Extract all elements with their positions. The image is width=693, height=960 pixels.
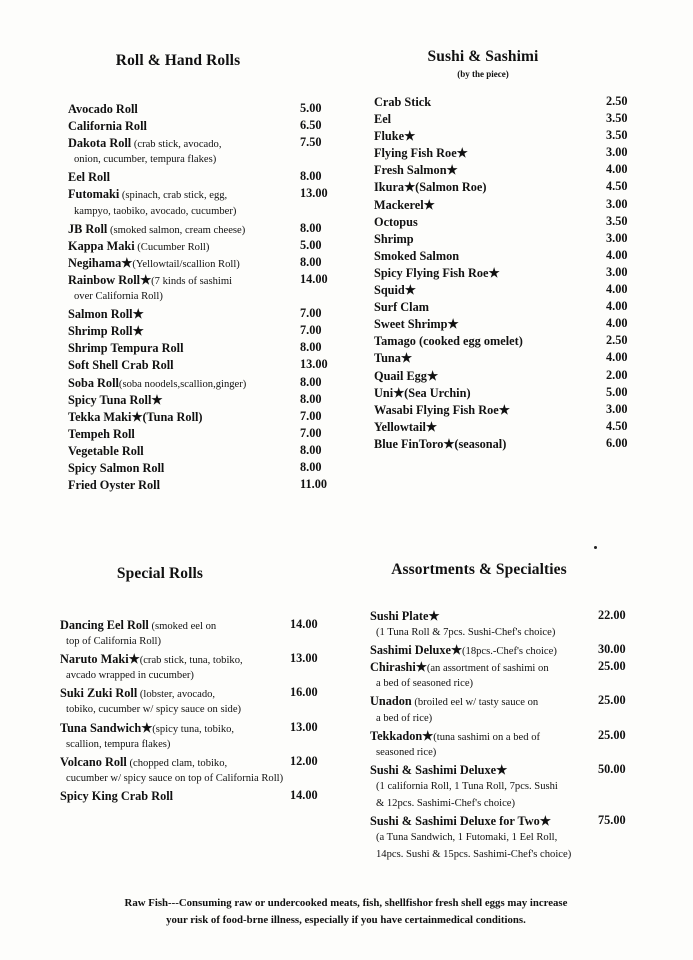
item-line [68,220,330,237]
item-price: 14.00 [290,787,318,802]
item-name: Soba Roll [68,375,119,390]
item-price: 11.00 [300,477,327,492]
item-name: Fried Oyster Roll [68,478,160,493]
item-line [68,374,330,391]
menu-item [370,658,635,692]
item-price: 8.00 [300,340,322,355]
item-price: 13.00 [300,186,328,201]
item-line [68,305,330,322]
item-description: (an assortment of sashimi on [426,663,549,675]
section-subtitle: (by the piece) [457,69,509,79]
item-description-continued: top of California Roll) [66,636,162,648]
section-title: Assortments & Specialties [391,561,567,578]
menu-item [374,315,636,332]
menu-item [374,213,636,230]
item-price: 2.00 [606,367,628,382]
item-line [374,230,636,247]
stray-mark [594,546,597,549]
notice-line: Raw Fish---Consuming raw or undercooked meats, fish, shellfishor fresh shell eggs may increase [124,897,568,909]
menu-items [370,607,635,863]
item-name: Uni★(Sea Urchin) [374,385,471,400]
item-name: Surf Clam [374,300,429,315]
item-line [68,185,330,202]
item-price: 2.50 [606,333,628,348]
item-name: Unadon [370,694,412,709]
item-price: 14.00 [300,271,328,286]
item-price: 25.00 [598,659,626,674]
item-name: Eel Roll [68,170,111,185]
item-price: 6.50 [300,118,322,133]
item-price: 4.50 [606,179,628,194]
item-line [374,144,636,161]
item-name: Spicy Flying Fish Roe★ [374,265,500,280]
item-price: 3.00 [606,401,628,416]
item-line [374,435,636,452]
item-description: (18pcs.-Chef's choice) [462,646,557,658]
item-description: (spinach, crab stick, egg, [119,190,228,202]
notice-line: your risk of food-brne illness, especially if you have certainmedical conditions. [166,914,526,926]
menu-item [68,271,330,305]
item-price: 2.50 [606,94,628,108]
item-description: (crab stick, tuna, tobiko, [139,655,243,667]
item-name: Sushi & Sashimi Deluxe★ [370,762,508,777]
item-price: 30.00 [598,642,626,657]
item-name: Octopus [374,214,418,229]
item-name: Squid★ [374,283,416,298]
item-description-continued: tobiko, cucumber w/ spicy sauce on side) [66,704,242,716]
item-price: 3.50 [606,111,628,126]
item-price: 13.00 [300,357,328,372]
item-line [68,254,330,271]
item-price: 5.00 [300,237,322,252]
item-name: California Roll [68,119,147,134]
menu-item [374,196,636,213]
section-title: Sushi & Sashimi [427,48,539,65]
item-name: Suki Zuki Roll [60,686,138,701]
item-name: Vegetable Roll [68,443,144,458]
item-description-continued: 14pcs. Sushi & 15pcs. Sashimi-Chef's choice) [376,849,572,861]
item-line [68,459,330,476]
item-name: Tekkadon★ [370,728,434,743]
item-price: 8.00 [300,391,322,406]
menu-item [370,761,635,812]
menu-item [374,281,636,298]
item-price: 25.00 [598,693,626,708]
sushi-section [374,48,636,452]
menu-item [68,237,330,254]
item-price: 7.00 [300,323,322,338]
item-name: Crab Stick [374,95,432,109]
item-line [68,134,330,151]
item-name: Quail Egg★ [374,368,438,383]
item-price: 4.00 [606,299,628,314]
item-price: 25.00 [598,727,626,742]
item-price: 4.00 [606,316,628,331]
item-line [370,812,635,829]
item-line [68,425,330,442]
item-name: Negihama★ [68,255,133,270]
item-price: 6.00 [606,435,628,450]
item-line [68,100,330,117]
item-name: Sushi Plate★ [370,609,440,623]
item-price: 8.00 [300,169,322,184]
item-line [60,650,330,667]
item-line [374,384,636,401]
item-description-continued: & 12pcs. Sashimi-Chef's choice) [376,798,516,810]
item-description-continued: scallion, tempura flakes) [66,738,171,750]
item-name: Chirashi★ [370,660,427,675]
item-line [60,753,330,770]
item-line [68,322,330,339]
item-line [374,247,636,264]
menu-item [370,727,635,761]
menu-item [370,812,635,863]
item-line [374,161,636,178]
item-line [374,315,636,332]
item-price: 4.00 [606,282,628,297]
item-price: 3.50 [606,128,628,143]
item-name: Blue FinToro★(seasonal) [374,436,507,451]
menu-item [68,305,330,322]
item-name: Mackerel★ [374,197,435,212]
item-line [370,641,635,658]
item-line [374,418,636,435]
item-price: 8.00 [300,374,322,389]
item-line [68,168,330,185]
menu-item [68,220,330,237]
item-price: 4.00 [606,162,628,177]
menu-item [68,168,330,185]
item-line [374,196,636,213]
item-line [68,442,330,459]
menu-item [60,787,330,804]
item-line [374,110,636,127]
menu-item [374,93,636,110]
menu-item [68,476,330,493]
rolls-section [68,52,330,493]
item-price: 8.00 [300,220,322,235]
item-price: 7.50 [300,135,322,150]
item-name: Tekka Maki★(Tuna Roll) [68,409,203,424]
item-description-continued: (a Tuna Sandwich, 1 Futomaki, 1 Eel Roll, [376,832,558,844]
item-price: 8.00 [300,442,322,457]
menu-item [374,127,636,144]
menu-item [374,401,636,418]
menu-items [374,93,636,452]
item-price: 8.00 [300,459,322,474]
item-line [374,349,636,366]
assortments-section [370,561,635,863]
item-name: Tuna★ [374,351,412,366]
item-description: (smoked salmon, cream cheese) [107,224,246,236]
menu-item [374,110,636,127]
item-name: Futomaki [68,187,120,202]
menu-item [374,144,636,161]
item-description: (7 kinds of sashimi [151,275,233,287]
item-name: Shrimp Tempura Roll [68,341,184,356]
item-price: 22.00 [598,608,626,622]
item-description-continued: (1 california Roll, 1 Tuna Roll, 7pcs. Sushi [376,780,558,792]
item-name: Shrimp Roll★ [68,324,144,339]
menu-item [374,161,636,178]
menu-item [68,374,330,391]
item-description: (spicy tuna, tobiko, [152,723,235,735]
raw-fish-notice [40,895,652,929]
item-name: Dancing Eel Roll [60,618,149,632]
menu-item [68,100,330,117]
item-line [374,127,636,144]
item-description-continued: a bed of seasoned rice) [376,678,474,690]
special-section [60,565,330,804]
menu-item [374,264,636,281]
menu-items [68,100,330,493]
item-name: Sashimi Deluxe★ [370,643,462,658]
item-line [374,213,636,230]
item-price: 5.00 [300,101,322,115]
item-line [374,264,636,281]
item-line [374,367,636,384]
item-price: 7.00 [300,425,322,440]
item-name: Ikura★(Salmon Roe) [374,180,487,195]
item-description: (crab stick, avocado, [131,139,222,151]
item-name: Tamago (cooked egg omelet) [374,334,523,349]
item-price: 3.50 [606,213,628,228]
item-description: (lobster, avocado, [137,689,216,701]
item-description: (smoked eel on [148,621,217,632]
item-description-continued: a bed of rice) [376,712,433,724]
menu-item [68,254,330,271]
item-name: Rainbow Roll★ [68,272,152,287]
item-line [374,93,636,110]
item-price: 7.00 [300,306,322,321]
item-name: Volcano Roll [60,754,127,769]
menu-item [374,178,636,195]
item-name: Naruto Maki★ [60,652,140,667]
item-description-continued: avcado wrapped in cucumber) [66,670,194,682]
item-name: Fresh Salmon★ [374,163,458,178]
menu-item [68,356,330,373]
item-name: Tempeh Roll [68,426,135,441]
item-line [374,178,636,195]
item-description: (chopped clam, tobiko, [126,757,228,769]
menu-item [60,684,330,718]
item-name: Flying Fish Roe★ [374,146,468,161]
item-description: (Yellowtail/scallion Roll) [132,258,240,270]
item-price: 13.00 [290,719,318,734]
item-line [60,616,330,633]
menu-item [374,298,636,315]
item-name: Dakota Roll [68,136,132,151]
menu-items [60,616,330,804]
item-description-continued: (1 Tuna Roll & 7pcs. Sushi-Chef's choice) [376,627,556,639]
item-price: 75.00 [598,813,626,828]
menu-item [370,692,635,726]
item-line [68,476,330,493]
item-line [68,408,330,425]
item-description-continued: over California Roll) [74,291,163,303]
menu-item [68,185,330,219]
item-description-continued: kampyo, taobiko, avocado, cucumber) [74,205,237,217]
item-price: 4.00 [606,350,628,365]
item-line [370,761,635,778]
menu-item [68,117,330,134]
item-name: Smoked Salmon [374,248,460,263]
item-name: Spicy Tuna Roll★ [68,392,163,407]
menu-item [68,425,330,442]
item-line [68,117,330,134]
item-price: 3.00 [606,145,628,160]
item-description: (soba noodels,scallion,ginger) [118,378,247,390]
item-price: 4.50 [606,418,628,433]
item-description-continued: cucumber w/ spicy sauce on top of California Roll) [66,772,284,784]
menu-item [68,322,330,339]
item-line [370,727,635,744]
menu-item [68,391,330,408]
menu-item [60,753,330,787]
menu-item [374,349,636,366]
item-line [68,339,330,356]
menu-item [68,134,330,168]
menu-item [374,435,636,452]
item-price: 5.00 [606,384,628,399]
section-title: Roll & Hand Rolls [115,52,241,69]
menu-item [374,332,636,349]
menu-item [68,442,330,459]
item-price: 13.00 [290,651,318,666]
item-price: 16.00 [290,685,318,700]
menu-item [60,616,330,650]
item-price: 4.00 [606,247,628,262]
item-price: 50.00 [598,761,626,776]
item-name: Eel [374,112,392,127]
item-price: 8.00 [300,254,322,269]
menu-item [370,607,635,641]
item-line [60,787,330,804]
item-line [374,332,636,349]
menu-item [374,367,636,384]
item-line [68,271,330,288]
item-name: Spicy King Crab Roll [60,788,174,803]
item-description: (tuna sashimi on a bed of [433,731,541,743]
item-name: Salmon Roll★ [68,307,144,322]
menu-item [68,408,330,425]
item-price: 14.00 [290,617,318,631]
item-name: Wasabi Flying Fish Roe★ [374,402,510,417]
menu-item [374,247,636,264]
menu-item [374,418,636,435]
item-line [370,607,635,624]
item-name: Sweet Shrimp★ [374,317,459,332]
menu-item [370,641,635,658]
item-line [68,391,330,408]
item-name: JB Roll [68,221,108,236]
item-price: 3.00 [606,230,628,245]
item-line [374,298,636,315]
item-name: Sushi & Sashimi Deluxe for Two★ [370,814,551,829]
item-name: Yellowtail★ [374,419,437,434]
item-description-continued: onion, cucumber, tempura flakes) [74,154,217,166]
item-name: Soft Shell Crab Roll [68,358,174,373]
item-line [68,356,330,373]
item-name: Spicy Salmon Roll [68,460,165,475]
menu-item [374,384,636,401]
item-line [370,692,635,709]
item-price: 3.00 [606,264,628,279]
item-line [68,237,330,254]
item-price: 3.00 [606,196,628,211]
item-description-continued: seasoned rice) [376,746,437,758]
item-price: 7.00 [300,408,322,423]
menu-item [374,230,636,247]
item-line [60,684,330,701]
item-name: Tuna Sandwich★ [60,720,153,735]
item-name: Kappa Maki [68,238,135,253]
menu-item [60,650,330,684]
item-price: 12.00 [290,753,318,768]
item-name: Fluke★ [374,129,416,144]
item-name: Avocado Roll [68,102,138,116]
item-description: (Cucumber Roll) [134,241,210,253]
section-title: Special Rolls [116,565,204,582]
menu-item [60,719,330,753]
item-description: (broiled eel w/ tasty sauce on [411,697,539,709]
item-line [374,281,636,298]
item-line [370,658,635,675]
item-line [60,719,330,736]
item-name: Shrimp [374,231,414,246]
item-line [374,401,636,418]
menu-item [68,339,330,356]
menu-item [68,459,330,476]
